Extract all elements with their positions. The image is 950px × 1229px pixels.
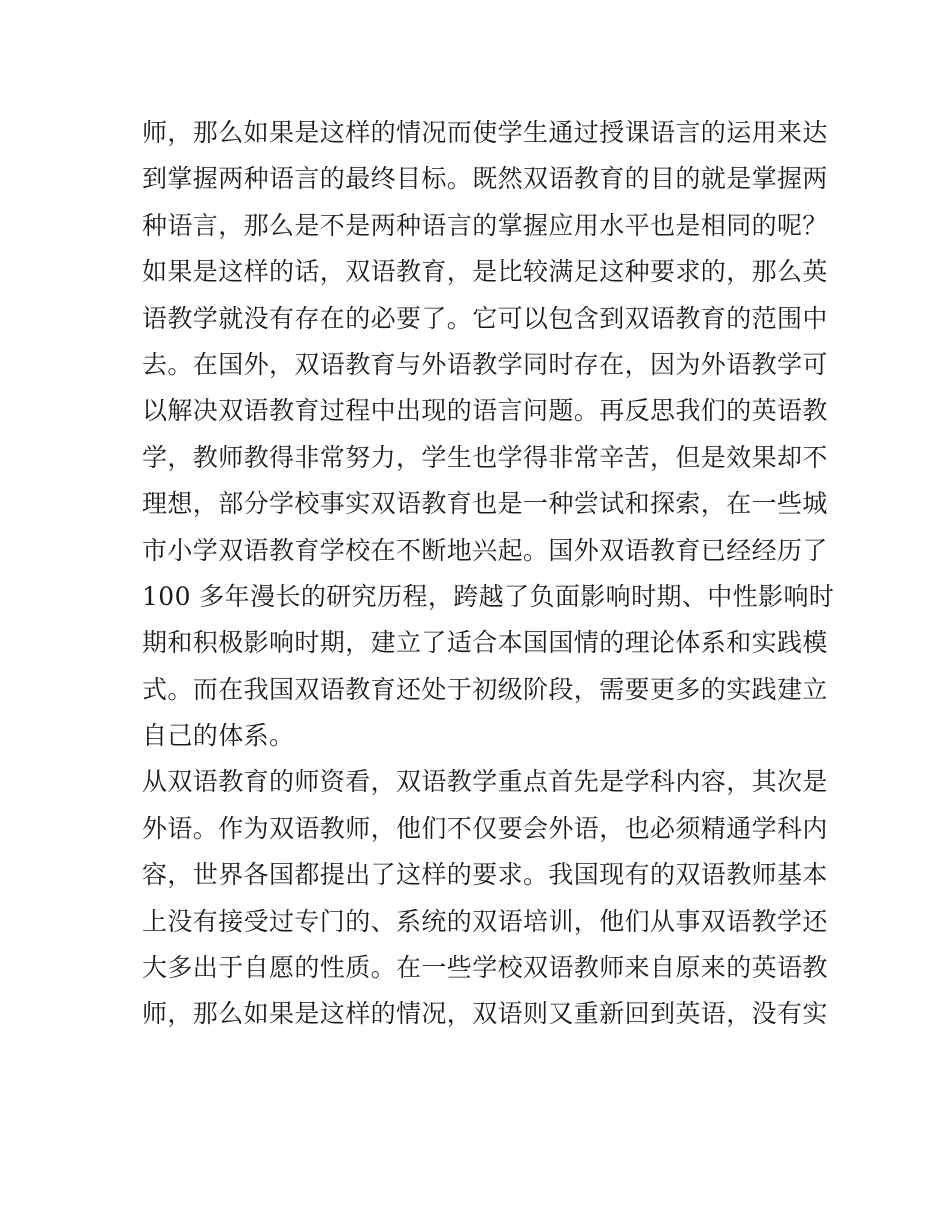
text-line: 容，世界各国都提出了这样的要求。我国现有的双语教师基本 (142, 860, 828, 890)
text-line: 学，教师教得非常努力，学生也学得非常辛苦，但是效果却不 (142, 442, 828, 472)
text-line: 大多出于自愿的性质。在一些学校双语教师来自原来的英语教 (142, 953, 828, 983)
text-line: 理想，部分学校事实双语教育也是一种尝试和探索，在一些城 (142, 489, 828, 519)
text-line: 100 多年漫长的研究历程，跨越了负面影响时期、中性影响时 (142, 581, 835, 611)
text-line: 到掌握两种语言的最终目标。既然双语教育的目的就是掌握两 (142, 164, 828, 194)
text-line: 师，那么如果是这样的情况，双语则又重新回到英语，没有实 (142, 999, 828, 1029)
text-line: 师，那么如果是这样的情况而使学生通过授课语言的运用来达 (142, 118, 828, 147)
text-line: 自己的体系。 (142, 721, 295, 751)
body-text (142, 110, 835, 1038)
text-line: 期和积极影响时期，建立了适合本国国情的理论体系和实践模 (142, 628, 828, 658)
text-line: 市小学双语教育学校在不断地兴起。国外双语教育已经经历了 (142, 535, 828, 565)
text-line: 去。在国外，双语教育与外语教学同时存在，因为外语教学可 (142, 349, 828, 379)
text-line: 上没有接受过专门的、系统的双语培训，他们从事双语教学还 (142, 906, 828, 936)
text-line: 语教学就没有存在的必要了。它可以包含到双语教育的范围中 (142, 303, 828, 333)
text-line: 从双语教育的师资看，双语教学重点首先是学科内容，其次是 (142, 767, 828, 797)
text-line: 式。而在我国双语教育还处于初级阶段，需要更多的实践建立 (142, 674, 828, 704)
text-line: 以解决双语教育过程中出现的语言问题。再反思我们的英语教 (142, 396, 828, 426)
text-line: 种语言，那么是不是两种语言的掌握应用水平也是相同的呢？ (142, 210, 828, 240)
text-line: 如果是这样的话，双语教育，是比较满足这种要求的，那么英 (142, 257, 828, 287)
text-line: 外语。作为双语教师，他们不仅要会外语，也必须精通学科内 (142, 813, 828, 843)
